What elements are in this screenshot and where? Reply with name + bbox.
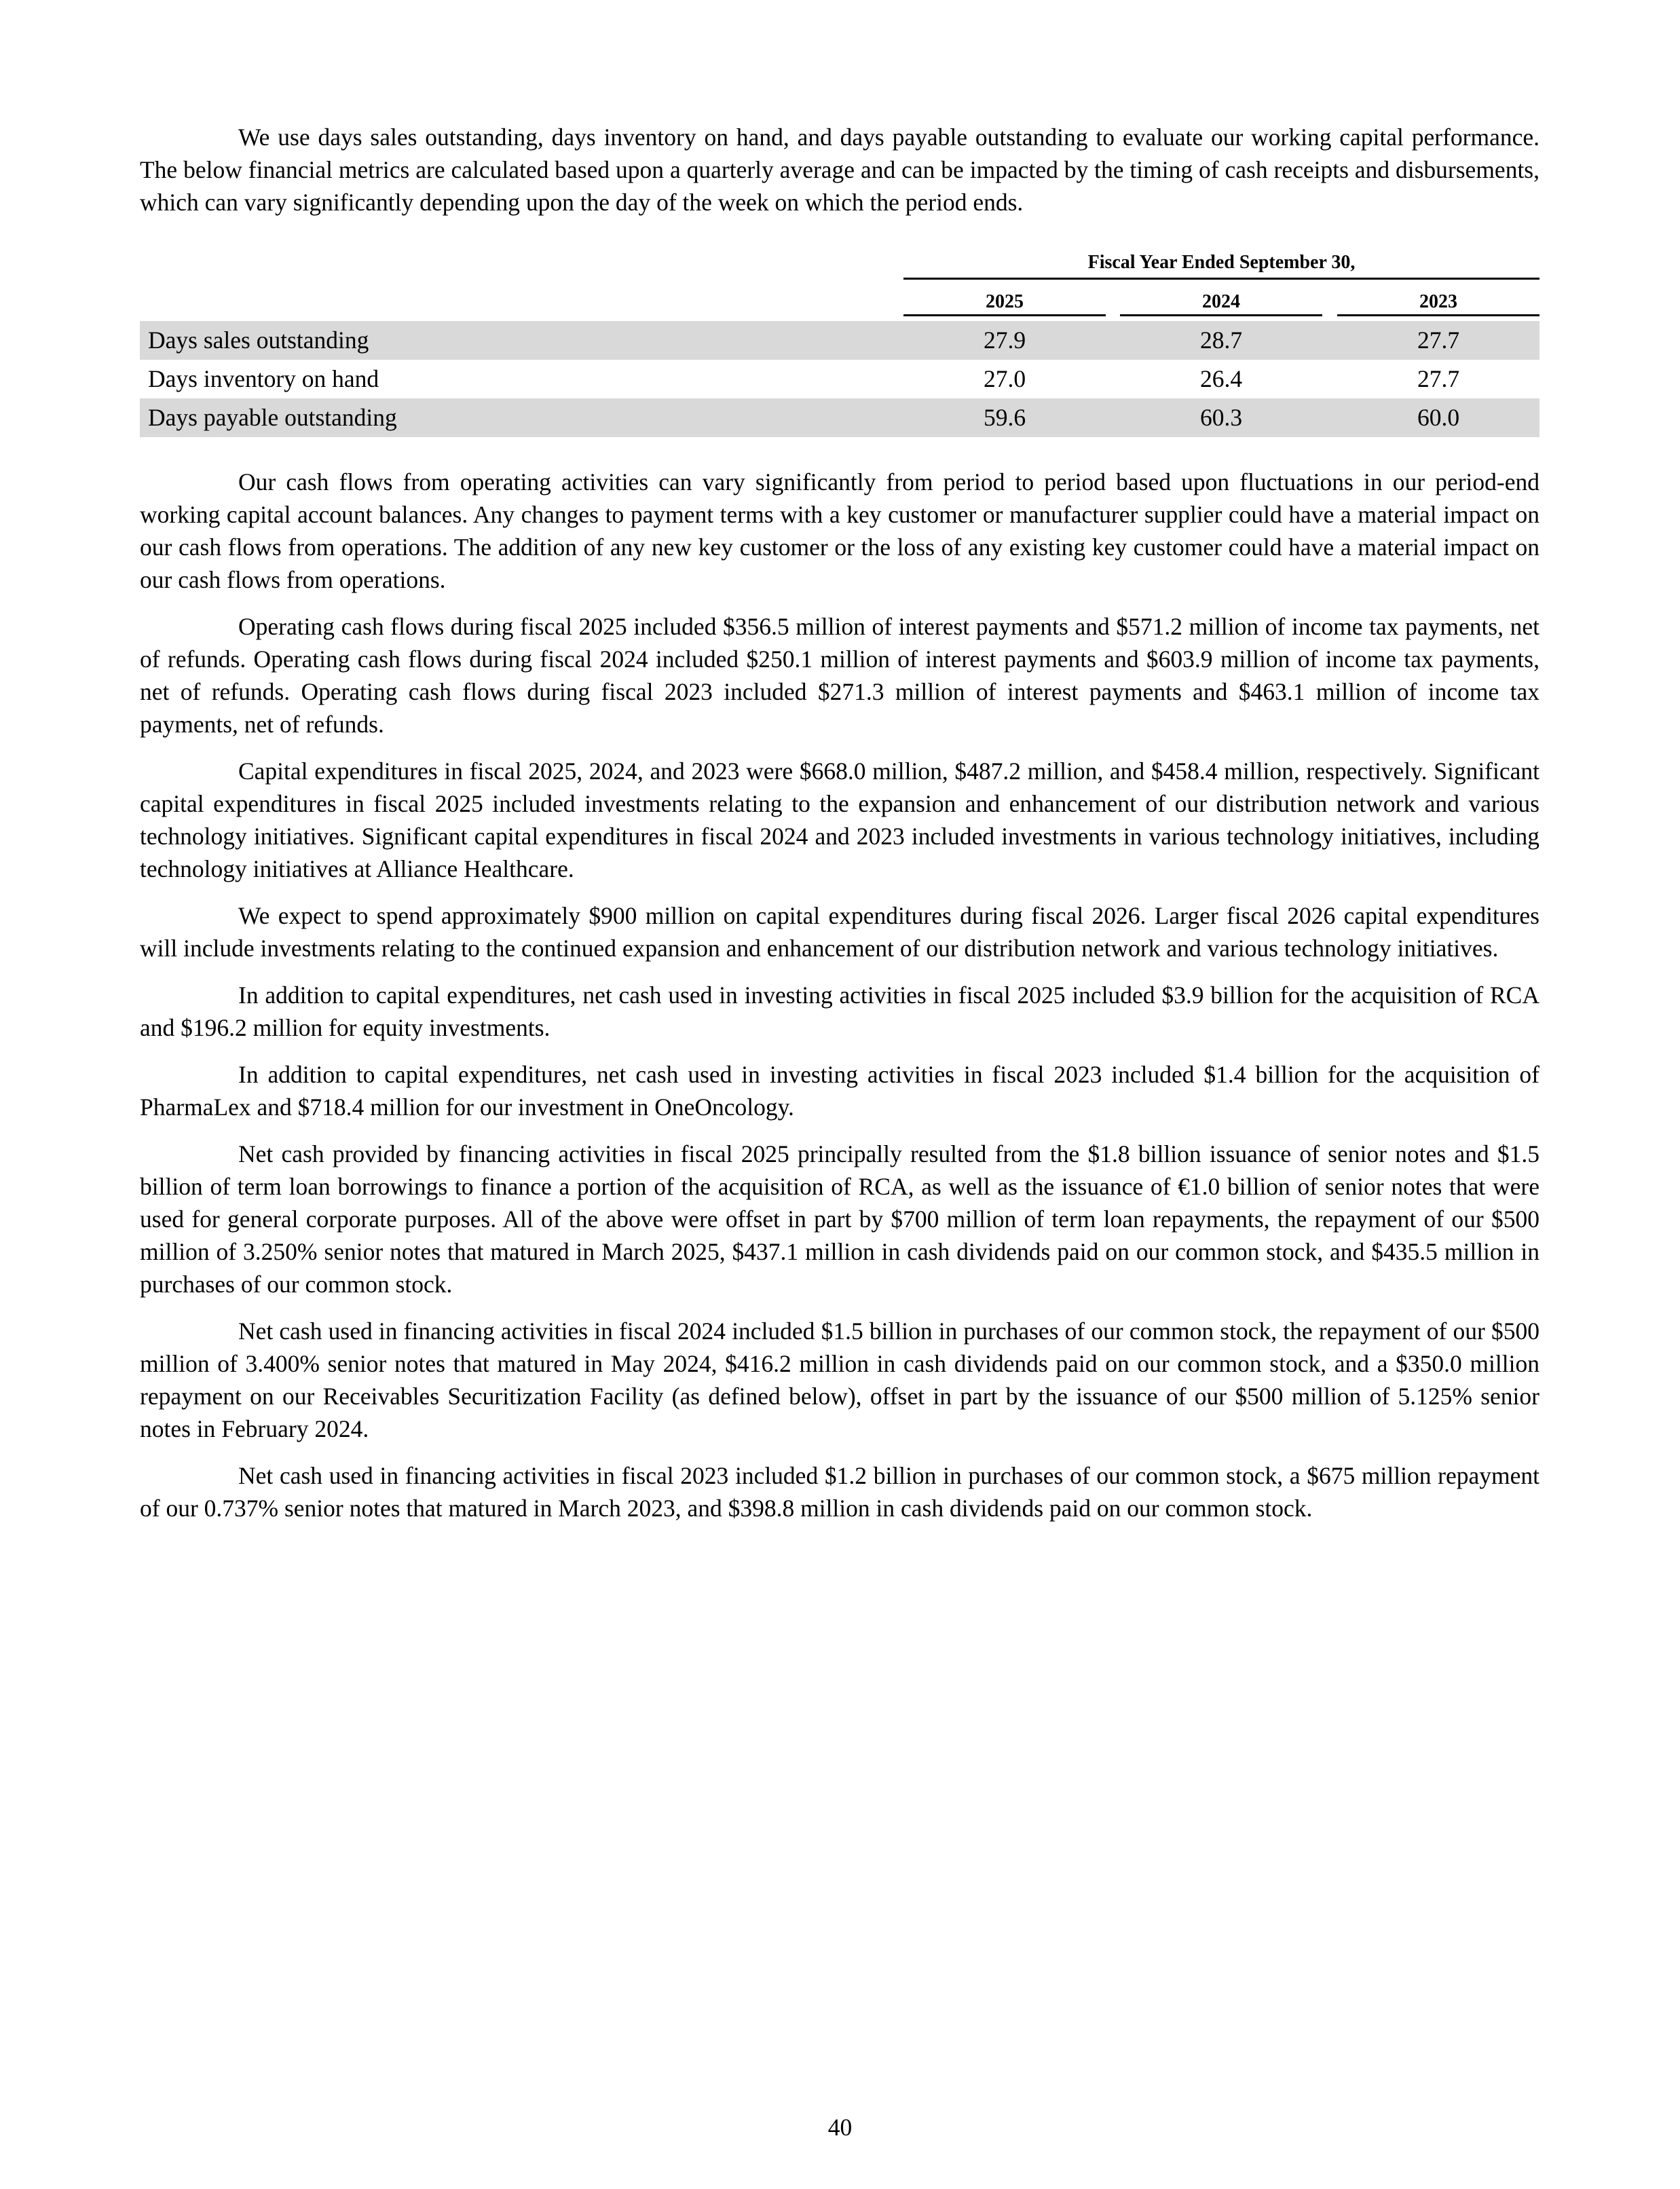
operating-cash-flow-variability-paragraph: Our cash flows from operating activities can vary significantly from period to period based upon fluctuations in our period-end working capital account balances. Any changes to payment terms with a key customer or manufacturer supplier could have a material impact on our cash flows from operations. The addition of any new key customer or the loss of any existing key customer could have a material impact on our cash flows from operations. <box>140 468 1539 593</box>
financing-2024-paragraph: Net cash used in financing activities in fiscal 2024 included $1.5 billion in purchases of our common stock, the repayment of our $500 million of 3.400% senior notes that matured in May 2024, $416.2 million in cash dividends paid on our common stock, and a $350.0 million repayment on our Receivables Securitization Facility (as defined below), offset in part by the issuance of our $500 million of 5.125% senior notes in February 2024. <box>140 1317 1539 1442</box>
table-row <box>140 321 1539 360</box>
table-cell: 27.0 <box>983 365 1026 392</box>
table-super-header: Fiscal Year Ended September 30, <box>903 250 1539 280</box>
intro-paragraph: We use days sales outstanding, days inventory on hand, and days payable outstanding to evaluate our working capital performance. The below financial metrics are calculated based upon a quarterly average and can be impacted by the timing of cash receipts and disbursements, which can vary significantly depending upon the day of the week on which the period ends. <box>140 124 1539 216</box>
table-body <box>140 321 1539 437</box>
table-cell: 60.3 <box>1199 404 1243 431</box>
operating-cash-flow-payments-paragraph: Operating cash flows during fiscal 2025 included $356.5 million of interest payments and $571.2 million of income tax payments, net of refunds. Operating cash flows during fiscal 2024 included $250.1 million of interest payments and $603.9 million of income tax payments, net of refunds. Operating cash flows during fiscal 2023 included $271.3 million of interest payments and $463.1 million of income tax payments, net of refunds. <box>140 613 1539 738</box>
financing-2025-paragraph: Net cash provided by financing activities in fiscal 2025 principally resulted from the $1.8 billion issuance of senior notes and $1.5 billion of term loan borrowings to finance a portion of the acquisition of RCA, as well as the issuance of €1.0 billion of senior notes that were used for general corporate purposes. All of the above were offset in part by $700 million of term loan repayments, the repayment of our $500 million of 3.250% senior notes that matured in March 2025, $437.1 million in cash dividends paid on our common stock, and $435.5 million in purchases of our common stock. <box>140 1140 1539 1298</box>
investing-2023-paragraph: In addition to capital expenditures, net cash used in investing activities in fiscal 2023 included $1.4 billion for the acquisition of PharmaLex and $718.4 million for our investment in OneOncology. <box>140 1061 1539 1121</box>
financing-2023-paragraph: Net cash used in financing activities in fiscal 2023 included $1.2 billion in purchases of our common stock, a $675 million repayment of our 0.737% senior notes that matured in March 2023, and $398.8 million in cash dividends paid on our common stock. <box>140 1462 1539 1522</box>
year-header-2024: 2024 <box>1120 290 1322 316</box>
table-cell: 28.7 <box>1199 326 1243 354</box>
table-cell: 26.4 <box>1199 365 1243 392</box>
table-row <box>140 360 1539 398</box>
row-label: Days sales outstanding <box>148 326 369 354</box>
working-capital-metrics-table <box>140 250 1539 437</box>
table-cell: 27.9 <box>983 326 1026 354</box>
year-header-2025: 2025 <box>903 290 1106 316</box>
table-year-headers <box>903 290 1539 317</box>
document-page <box>140 121 1539 1539</box>
capex-outlook-paragraph: We expect to spend approximately $900 million on capital expenditures during fiscal 2026. Larger fiscal 2026 capital expenditures will include investments relating to the continued expansion and enhancement of our distribution network and various technology initiatives. <box>140 902 1539 962</box>
table-cell: 59.6 <box>983 404 1026 431</box>
table-cell: 27.7 <box>1417 326 1460 354</box>
capital-expenditures-paragraph: Capital expenditures in fiscal 2025, 2024, and 2023 were $668.0 million, $487.2 million, and $458.4 million, respectively. Significant capital expenditures in fiscal 2025 included investments relating to the expansion and enhancement of our distribution network and various technology initiatives. Significant capital expenditures in fiscal 2024 and 2023 included investments in various technology initiatives, including technology initiatives at Alliance Healthcare. <box>140 757 1539 882</box>
table-cell: 60.0 <box>1417 404 1460 431</box>
page-number: 40 <box>827 2114 853 2141</box>
table-row <box>140 398 1539 437</box>
row-label: Days payable outstanding <box>148 404 397 431</box>
year-header-2023: 2023 <box>1337 290 1539 316</box>
row-label: Days inventory on hand <box>148 365 379 392</box>
table-cell: 27.7 <box>1417 365 1460 392</box>
investing-2025-paragraph: In addition to capital expenditures, net cash used in investing activities in fiscal 2025 included $3.9 billion for the acquisition of RCA and $196.2 million for equity investments. <box>140 981 1539 1041</box>
